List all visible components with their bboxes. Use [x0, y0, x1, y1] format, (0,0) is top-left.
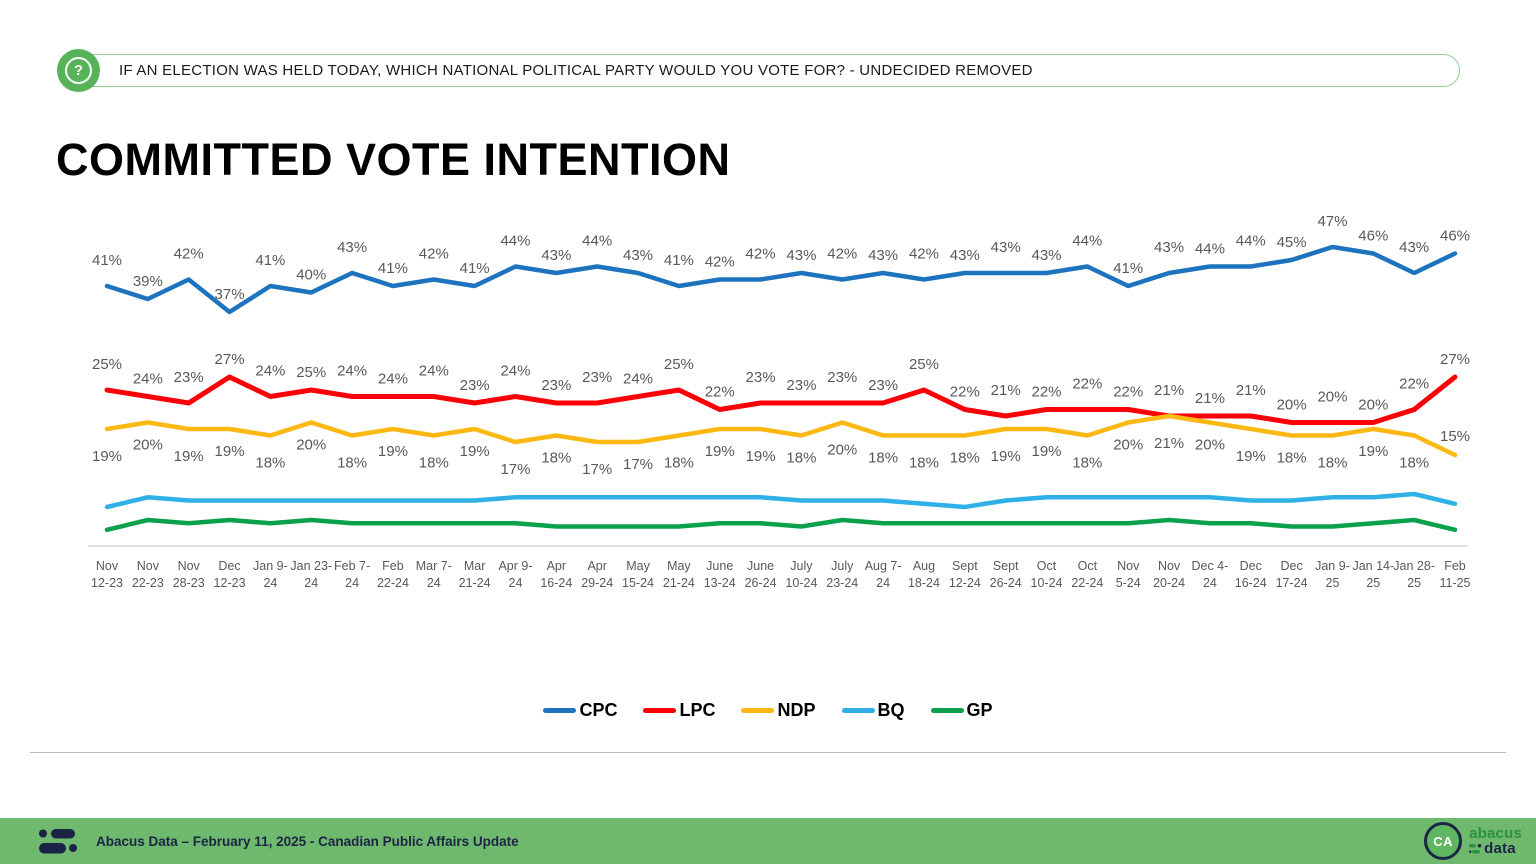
legend-label: LPC	[679, 700, 716, 720]
data-label-ndp: 18%	[418, 454, 449, 472]
data-label-cpc: 43%	[1399, 239, 1430, 256]
legend-item-lpc	[643, 700, 715, 721]
data-label-ndp: 18%	[949, 449, 980, 467]
x-axis-label: July 10-24	[785, 559, 818, 590]
data-label-ndp: 18%	[337, 454, 368, 472]
data-label-ndp: 18%	[786, 449, 817, 467]
data-label-ndp: 20%	[1113, 436, 1144, 454]
x-axis-label: Aug 18-24	[907, 559, 940, 590]
data-label-lpc: 20%	[1276, 396, 1307, 414]
ca-badge-icon	[1424, 822, 1462, 860]
data-label-cpc: 42%	[908, 245, 939, 263]
data-label-cpc: 43%	[541, 247, 572, 264]
mini-abacus-icon	[1469, 844, 1482, 854]
legend-swatch-lpc	[643, 708, 676, 713]
x-axis-label: Jan 23-24	[290, 559, 333, 590]
x-axis-label: Apr 16-24	[540, 559, 573, 590]
brand-word-data: data	[1484, 840, 1516, 857]
legend-label: NDP	[777, 700, 816, 720]
x-axis-label: Dec 4-24	[1191, 559, 1229, 590]
x-axis-label: Nov 5-24	[1115, 559, 1141, 590]
data-label-cpc: 42%	[173, 245, 204, 263]
data-label-ndp: 19%	[990, 448, 1021, 465]
x-axis-label: Dec 17-24	[1275, 559, 1308, 590]
data-label-cpc: 43%	[868, 247, 899, 264]
x-axis-label: May 21-24	[662, 559, 695, 590]
data-label-lpc: 25%	[663, 356, 694, 373]
data-label-cpc: 44%	[500, 232, 531, 250]
data-label-cpc: 41%	[91, 252, 123, 269]
x-axis-label: Sept 12-24	[948, 559, 981, 590]
data-label-cpc: 47%	[1317, 213, 1348, 230]
data-label-ndp: 15%	[1439, 428, 1471, 445]
x-axis-label: Apr 29-24	[581, 559, 614, 590]
data-label-cpc: 41%	[1113, 260, 1144, 277]
legend-item-cpc	[543, 700, 617, 721]
data-label-lpc: 22%	[704, 383, 735, 401]
legend-item-gp	[931, 700, 993, 721]
question-banner	[60, 54, 1460, 87]
data-label-ndp: 21%	[1154, 435, 1185, 452]
data-label-lpc: 23%	[459, 377, 490, 394]
data-label-lpc: 24%	[418, 362, 449, 380]
data-label-lpc: 20%	[1317, 388, 1348, 406]
question-mark-glyph: ?	[65, 57, 92, 84]
data-label-lpc: 21%	[1235, 382, 1266, 399]
data-label-ndp: 20%	[296, 436, 327, 454]
data-label-lpc: 22%	[949, 383, 980, 401]
data-label-cpc: 46%	[1358, 227, 1389, 245]
data-label-cpc: 43%	[786, 247, 817, 264]
data-label-lpc: 24%	[377, 370, 408, 388]
data-label-ndp: 19%	[1358, 443, 1389, 460]
data-label-cpc: 40%	[296, 266, 327, 284]
data-label-ndp: 19%	[214, 443, 245, 460]
data-label-ndp: 18%	[1072, 454, 1103, 472]
question-bubble-icon	[57, 49, 100, 92]
data-label-ndp: 18%	[541, 449, 572, 467]
data-label-lpc: 21%	[1194, 390, 1225, 407]
x-axis-label: Mar 21-24	[458, 559, 491, 590]
data-label-cpc: 37%	[214, 286, 245, 303]
data-label-lpc: 21%	[1154, 382, 1185, 399]
data-label-lpc: 25%	[91, 356, 123, 373]
data-label-cpc: 43%	[1031, 247, 1062, 264]
data-label-lpc: 22%	[1399, 375, 1430, 393]
ca-badge-text: CA	[1433, 833, 1453, 849]
data-label-ndp: 17%	[623, 456, 654, 473]
footer-source-text: Abacus Data – February 11, 2025 - Canadian Public Affairs Update	[96, 833, 519, 849]
data-label-cpc: 44%	[1194, 240, 1225, 258]
x-axis-label: Dec 16-24	[1234, 559, 1267, 590]
data-label-lpc: 23%	[827, 369, 858, 386]
x-axis-label: Nov 12-23	[91, 559, 123, 590]
data-label-cpc: 44%	[1235, 232, 1266, 250]
x-axis-label: Jan 28-25	[1393, 559, 1436, 590]
data-label-lpc: 22%	[1113, 383, 1144, 401]
data-label-lpc: 24%	[500, 362, 531, 380]
data-label-ndp: 19%	[91, 448, 123, 465]
data-label-lpc: 23%	[786, 377, 817, 394]
data-label-cpc: 44%	[1072, 232, 1103, 250]
abacus-data-wordmark	[1469, 826, 1522, 856]
data-label-lpc: 21%	[990, 382, 1021, 399]
x-axis-label: Nov 20-24	[1153, 559, 1186, 590]
data-label-lpc: 22%	[1072, 375, 1103, 393]
x-axis-label: Jan 14-25	[1352, 559, 1395, 590]
data-label-cpc: 42%	[418, 245, 449, 263]
x-axis-label: May 15-24	[622, 559, 655, 590]
x-axis-label: Jan 9-25	[1315, 559, 1350, 590]
data-label-lpc: 23%	[582, 369, 613, 386]
data-label-ndp: 18%	[1399, 454, 1430, 472]
x-axis-label: Feb 11-25	[1439, 559, 1471, 590]
legend-swatch-bq	[842, 708, 875, 713]
question-text: IF AN ELECTION WAS HELD TODAY, WHICH NATIONAL POLITICAL PARTY WOULD YOU VOTE FOR? - UNDECIDED REMOVED	[119, 62, 1033, 79]
data-label-lpc: 23%	[745, 369, 776, 386]
x-axis-label: Nov 28-23	[172, 559, 205, 590]
legend-swatch-gp	[931, 708, 964, 713]
abacus-data-logo-icon	[36, 826, 82, 856]
data-label-cpc: 41%	[255, 252, 286, 269]
data-label-ndp: 17%	[500, 461, 531, 478]
data-label-cpc: 41%	[663, 252, 694, 269]
data-label-lpc: 24%	[132, 370, 163, 388]
data-label-cpc: 39%	[132, 273, 163, 290]
brand-word-abacus: abacus	[1469, 825, 1522, 842]
x-axis-label: Feb 22-24	[376, 559, 409, 590]
data-label-lpc: 24%	[623, 370, 654, 388]
x-axis-label: July 23-24	[826, 559, 859, 590]
data-label-cpc: 45%	[1276, 234, 1307, 251]
data-label-cpc: 41%	[377, 260, 408, 277]
data-label-cpc: 43%	[949, 247, 980, 264]
data-label-ndp: 18%	[663, 454, 694, 472]
chart-legend	[0, 700, 1536, 721]
data-label-cpc: 44%	[582, 232, 613, 250]
data-label-ndp: 19%	[377, 443, 408, 460]
footer-brand-group	[1424, 818, 1522, 864]
data-label-ndp: 20%	[132, 436, 163, 454]
page-title: COMMITTED VOTE INTENTION	[56, 134, 731, 185]
series-line-gp	[107, 520, 1455, 530]
data-label-lpc: 27%	[1439, 351, 1471, 368]
data-label-cpc: 41%	[459, 260, 490, 277]
x-axis-label: Aug 7-24	[864, 559, 902, 590]
data-label-cpc: 43%	[990, 239, 1021, 256]
data-label-lpc: 20%	[1358, 396, 1389, 414]
data-label-cpc: 43%	[1154, 239, 1185, 256]
data-label-ndp: 19%	[704, 443, 735, 460]
vote-intention-line-chart	[0, 196, 1536, 608]
data-label-lpc: 25%	[296, 364, 327, 381]
data-label-cpc: 42%	[704, 253, 735, 271]
data-label-cpc: 42%	[745, 245, 776, 263]
x-axis-label: Nov 22-23	[131, 559, 164, 590]
data-label-ndp: 19%	[1031, 443, 1062, 460]
data-label-ndp: 20%	[1194, 436, 1225, 454]
x-axis-label: Jan 9-24	[253, 559, 288, 590]
x-axis-label: Feb 7-24	[334, 559, 371, 590]
data-label-ndp: 18%	[908, 454, 939, 472]
legend-label: CPC	[579, 700, 618, 720]
data-label-lpc: 23%	[868, 377, 899, 394]
legend-item-bq	[842, 700, 905, 721]
x-axis-label: Mar 7-24	[415, 559, 452, 590]
footer-divider-line	[30, 752, 1506, 753]
data-label-cpc: 42%	[827, 245, 858, 263]
legend-item-ndp	[741, 700, 815, 721]
data-label-ndp: 19%	[1235, 448, 1266, 465]
x-axis-label: Oct 22-24	[1071, 559, 1104, 590]
data-label-ndp: 19%	[459, 443, 490, 460]
data-label-ndp: 18%	[1317, 454, 1348, 472]
data-label-cpc: 43%	[623, 247, 654, 264]
data-label-lpc: 23%	[173, 369, 204, 386]
data-label-ndp: 18%	[255, 454, 286, 472]
legend-swatch-ndp	[741, 708, 774, 713]
x-axis-label: Apr 9-24	[498, 559, 533, 590]
legend-label: GP	[966, 700, 993, 720]
legend-label: BQ	[877, 700, 905, 720]
footer-bar	[0, 818, 1536, 864]
data-label-ndp: 18%	[1276, 449, 1307, 467]
data-label-ndp: 19%	[173, 448, 204, 465]
legend-swatch-cpc	[543, 708, 576, 713]
data-label-ndp: 19%	[745, 448, 776, 465]
data-label-cpc: 46%	[1439, 227, 1471, 245]
x-axis-label: Oct 10-24	[1030, 559, 1063, 590]
data-label-lpc: 25%	[908, 356, 939, 373]
x-axis-label: June 13-24	[703, 559, 736, 590]
x-axis-label: June 26-24	[744, 559, 777, 590]
data-label-ndp: 18%	[868, 449, 899, 467]
data-label-ndp: 20%	[827, 441, 858, 459]
data-label-ndp: 17%	[582, 461, 613, 478]
data-label-cpc: 43%	[337, 239, 368, 256]
data-label-lpc: 23%	[541, 377, 572, 394]
data-label-lpc: 27%	[214, 351, 245, 368]
x-axis-label: Sept 26-24	[989, 559, 1022, 590]
series-line-bq	[107, 494, 1455, 507]
data-label-lpc: 24%	[255, 362, 286, 380]
data-label-lpc: 24%	[337, 362, 368, 380]
data-label-lpc: 22%	[1031, 383, 1062, 401]
x-axis-label: Dec 12-23	[213, 559, 246, 590]
